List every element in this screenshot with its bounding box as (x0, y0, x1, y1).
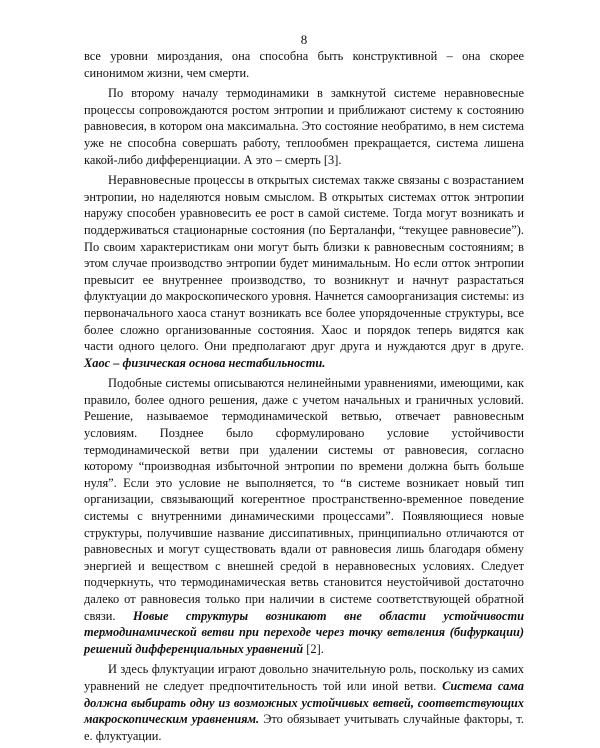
paragraph (84, 48, 524, 81)
paragraph-text: По второму началу термодинамики в замкнутой системе неравновесные процессы сопровождаются ростом энтропии и приближают систему к состоянию равновесия, в котором она максимальна. Это состояние необратимо, в нем система уже не способна совершать работу, теплообмен прекращается, система лишена какой-либо дифференциации. А это – смерть [3]. (84, 86, 524, 167)
body-text (84, 48, 524, 748)
page-number: 8 (300, 32, 308, 47)
emphasized-text: Хаос – физическая основа нестабильности. (84, 355, 326, 370)
citation-text: [2]. (303, 641, 324, 656)
emphasized-text: Новые структуры возникают вне области устойчивости термодинамической ветви при переходе через точку ветвления (бифуркации) решений дифференциальных уравнений (84, 608, 524, 656)
emphasized-text: Система сама должна выбирать одну из возможных устойчивых ветвей, соответствующих макроскопическим уравнениям. (84, 678, 524, 727)
document-page (84, 0, 524, 747)
paragraph (84, 85, 524, 168)
paragraph-text: Это обязывает учитывать случайные факторы, т. е. флуктуации. (84, 712, 524, 743)
paragraph (84, 172, 524, 371)
paragraph (84, 375, 524, 657)
paragraph (84, 661, 524, 744)
paragraph-text: все уровни мироздания, она способна быть конструктивной – она скорее синонимом жизни, чем смерти. (84, 49, 524, 80)
paragraph-text: Подобные системы описываются нелинейными уравнениями, имеющими, как правило, более одного решения, даже с учетом начальных и граничных условий. Решение, называемое термодинамической ветвью, отвечает равновесным условиям. Позднее было сформулировано условие устойчивости термодинамической ветви при удалении системы от равновесия, согласно которому “производная избыточной энтропии по времени должна быть больше нуля”. Если это условие не выполняется, то “в системе возникает новый тип организации, связывающий когерентное пространственно-временное поведение системы с внутренними динамическими процессами”. Появляющиеся новые структуры, получившие название диссипативных, принципиально отличаются от равновесных и могут существовать вдали от равновесия лишь благодаря обмену энергией и веществом с внешней средой в неравновесных условиях. Следует подчеркнуть, что термодинамическая ветвь становится неустойчивой достаточно далеко от равновесия только при наличии в системе соответствующей обратной связи. (84, 376, 524, 623)
paragraph-text: И здесь флуктуации играют довольно значительную роль, поскольку из самих уравнений не следует предпочтительность той или иной ветви. (84, 662, 524, 693)
paragraph-text: Неравновесные процессы в открытых системах также связаны с возрастанием энтропии, но наделяются новым смыслом. В открытых системах отток энтропии наружу способен уравновесить ее рост в самой системе. Тогда могут возникать и поддерживаться стационарные состояния (по Берталанфи, “текущее равновесие”). По своим характеристикам они могут быть близки к равновесным состояниям; в этом случае производство энтропии будет минимальным. Но если отток энтропии превысит ее внутреннее производство, то возникнут и начнут разрастаться флуктуации до макроскопического уровня. Начнется самоорганизация системы: из первоначального хаоса станут возникать все более упорядоченные структуры, все более сложно организованные состояния. Хаос и порядок теперь видятся как части одного целого. Они предполагают друг друга и нуждаются друг в друге. (84, 173, 524, 354)
